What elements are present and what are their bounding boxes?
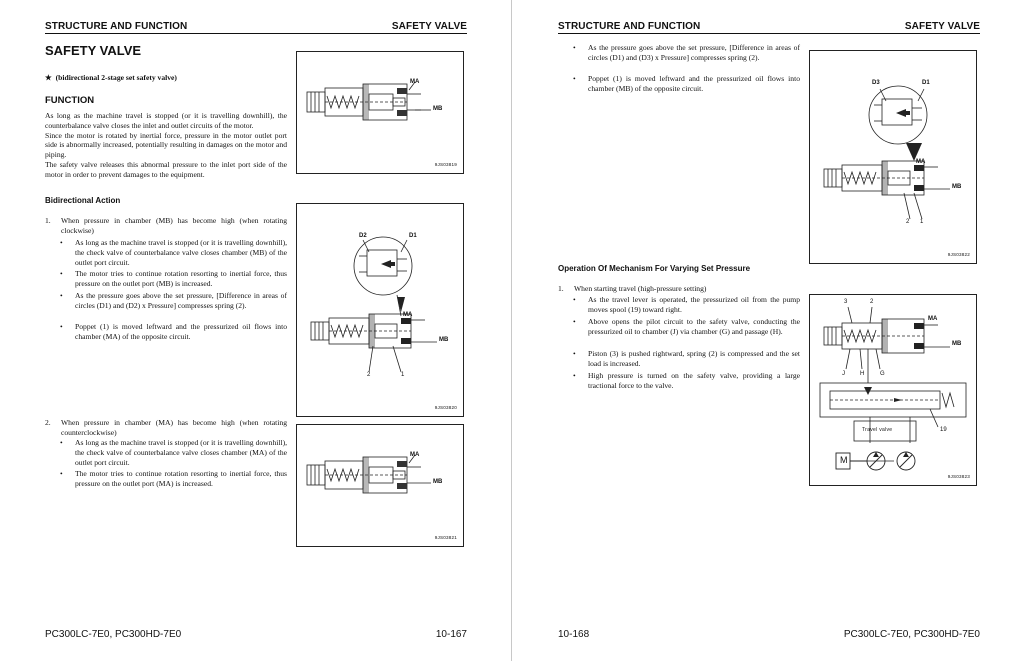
mechanism-heading: Operation Of Mechanism For Varying Set Pressure <box>558 264 751 273</box>
bullet-text: High pressure is turned on the safety valve, providing a large tractional force to the valve. <box>588 371 800 390</box>
figure-code: 9JS03823 <box>947 474 970 479</box>
bullet-text: As the pressure goes above the set pressure, [Difference in areas of circles (D1) and (D3) x Pressure] compresses spring (2). <box>588 43 800 62</box>
part-label-2: 2 <box>367 372 371 378</box>
item-number: 1. <box>558 284 564 293</box>
port-label-ma: MA <box>928 316 938 322</box>
bullet-text: Above opens the pilot circuit to the safety valve, conducting the pressurized oil to chamber (J) via chamber (G) and passage (H). <box>588 317 800 336</box>
bidirectional-heading: Bidirectional Action <box>45 196 121 205</box>
star-note: ★ (bidirectional 2-stage set safety valve) <box>45 73 177 82</box>
port-label-ma: MA <box>916 159 926 165</box>
part-label-19: 19 <box>940 427 947 433</box>
footer-page-number: 10-168 <box>558 629 590 640</box>
part-label-2: 2 <box>906 219 910 225</box>
valve-drawing <box>297 425 463 546</box>
function-line: The safety valve releases this abnormal pressure to the inlet port side of the motor in order to prevent damages to the equipment. <box>45 159 287 179</box>
figure-bidirectional-ma <box>296 424 464 547</box>
footer-page-number: 10-167 <box>435 629 467 640</box>
part-label-2: 2 <box>870 299 874 305</box>
part-label-3: 3 <box>844 299 848 305</box>
header-topic: SAFETY VALVE <box>391 21 467 32</box>
label-d2: D2 <box>359 233 367 239</box>
left-page: STRUCTURE AND FUNCTION SAFETY VALVE SAFETY VALVE ★ (bidirectional 2-stage set safety valve) FUNCTION As long as the machine travel is stopped (or it is travelling downhill), the counterbalance valve closes the inlet and outlet circuits of the motor. Since the motor is rotated by inertial force, pressure in the motor outlet port side is abnormally increased, potentially resulting in damages on the motor and piping. The safety valve releases this abnormal pressure to the inlet port side of the motor in order to prevent damages to the equipment. Bidirectional Action 1. When pressure in chamber (MB) has become high (when rotating clockwise) • As long as the machine travel is stopped (or it is travelling downhill), the check valve of counterbalance valve closes chamber (MB) of the outlet port circuit. • The motor tries to continue rotation resorting to inertial force, thus pressure on the outlet port (MB) is increased. • As the pressure goes above the set pressure, [Difference in areas of circles (D1) and (D2) x Pressure] compresses spring (2). • Poppet (1) is moved leftward and the pressurized oil flows into chamber (MA) of the opposite circuit. 2. When pressure in chamber (MA) has become high (when rotating counterclockwise) • As long as the machine travel is stopped (or it is travelling downhill), the check valve of counterbalance valve closes chamber (MA) of the outlet port circuit. • The motor tries to continue rotation resorting to inertial force, thus pressure on the outlet port (MA) is increased. MA MB 9JS03819 D2 D1 MA MB 2 1 9JS03820 MA MB 9JS03821 PC300LC-7E0, PC300HD-7E0 10-167 <box>0 0 512 661</box>
passage-label-h: H <box>860 371 865 377</box>
bullet-text: As the pressure goes above the set pressure, [Difference in areas of circles (D1) and (D2) x Pressure] compresses spring (2). <box>75 291 287 310</box>
bullet-text: As long as the machine travel is stopped (or it is travelling downhill), the check valve of counterbalance valve closes chamber (MA) of the outlet port circuit. <box>75 438 287 467</box>
item-number: 2. <box>45 418 51 427</box>
travel-valve-label: Travel valve <box>862 427 893 433</box>
star-note-text: (bidirectional 2-stage set safety valve) <box>55 73 177 82</box>
port-label-mb: MB <box>433 479 443 485</box>
figure-bidirectional-ma-detail <box>809 50 977 264</box>
function-paragraph <box>45 111 287 180</box>
bullet-text: Poppet (1) is moved leftward and the pressurized oil flows into chamber (MA) of the opposite circuit. <box>75 322 287 341</box>
figure-safety-valve <box>296 51 464 174</box>
chamber-label-j: J <box>842 371 845 377</box>
port-label-mb: MB <box>439 337 449 343</box>
part-label-1: 1 <box>401 372 405 378</box>
footer-model: PC300LC-7E0, PC300HD-7E0 <box>843 629 980 640</box>
port-label-ma: MA <box>403 312 413 318</box>
chamber-label-g: G <box>880 371 885 377</box>
label-d1: D1 <box>922 80 930 86</box>
bullet-text: Poppet (1) is moved leftward and the pressurized oil flows into chamber (MB) of the opposite circuit. <box>588 74 800 93</box>
port-label-mb: MB <box>952 184 962 190</box>
item-text: When starting travel (high-pressure setting) <box>574 284 707 293</box>
function-line: Since the motor is rotated by inertial force, pressure in the motor outlet port side is abnormally increased, potentially resulting in damages on the motor and piping. <box>45 130 287 160</box>
part-label-1: 1 <box>920 219 924 225</box>
bullet-text: The motor tries to continue rotation resorting to inertial force, thus pressure on the outlet port (MA) is increased. <box>75 469 287 488</box>
header-rule <box>45 33 467 34</box>
valve-drawing <box>297 52 463 173</box>
valve-detail-drawing <box>297 204 463 416</box>
header-topic: SAFETY VALVE <box>904 21 980 32</box>
bullet-text: As long as the machine travel is stopped (or it is travelling downhill), the check valve of counterbalance valve closes chamber (MB) of the outlet port circuit. <box>75 238 287 267</box>
figure-code: 9JS03820 <box>434 405 457 410</box>
valve-detail-drawing <box>810 51 976 263</box>
item-text: When pressure in chamber (MA) has become high (when rotating counterclockwise) <box>61 418 287 437</box>
figure-varying-set-pressure <box>809 294 977 486</box>
figure-bidirectional-mb <box>296 203 464 417</box>
footer-model: PC300LC-7E0, PC300HD-7E0 <box>45 629 182 640</box>
bullet-text: Piston (3) is pushed rightward, spring (2) is compressed and the set load is increased. <box>588 349 800 368</box>
function-heading: FUNCTION <box>45 95 95 106</box>
item-text: When pressure in chamber (MB) has become high (when rotating clockwise) <box>61 216 287 235</box>
figure-code: 9JS03819 <box>434 162 457 167</box>
right-page: STRUCTURE AND FUNCTION SAFETY VALVE • As the pressure goes above the set pressure, [Difference in areas of circles (D1) and (D3) x Pressure] compresses spring (2). • Poppet (1) is moved leftward and the pressurized oil flows into chamber (MB) of the opposite circuit. Operation Of Mechanism For Varying Set Pressure 1. When starting travel (high-pressure setting) • As the travel lever is operated, the pressurized oil from the pump moves spool (19) toward right. • Above opens the pilot circuit to the safety valve, conducting the pressurized oil to chamber (J) via chamber (G) and passage (H). • Piston (3) is pushed rightward, spring (2) is compressed and the set load is increased. • High pressure is turned on the safety valve, providing a large tractional force to the valve. D3 D1 MA MB 2 1 9JS03822 M Travel valve 3 2 MA MB J H G 19 9JS03823 10-168 PC300LC-7E0, PC300HD-7E0 <box>512 0 1024 661</box>
port-label-mb: MB <box>433 106 443 112</box>
function-line: As long as the machine travel is stopped (or it is travelling downhill), the counterbalance valve closes the inlet and outlet circuits of the motor. <box>45 111 287 130</box>
header-section-title: STRUCTURE AND FUNCTION <box>558 21 701 32</box>
hydraulic-circuit-drawing <box>810 295 976 485</box>
motor-symbol-label: M <box>840 455 848 465</box>
port-label-ma: MA <box>410 79 420 85</box>
header-rule <box>558 33 980 34</box>
page-title: SAFETY VALVE <box>45 43 142 58</box>
bullet-text: The motor tries to continue rotation resorting to inertial force, thus pressure on the outlet port (MB) is increased. <box>75 269 287 288</box>
figure-code: 9JS03822 <box>947 252 970 257</box>
header-section-title: STRUCTURE AND FUNCTION <box>45 21 188 32</box>
label-d1: D1 <box>409 233 417 239</box>
label-d3: D3 <box>872 80 880 86</box>
port-label-ma: MA <box>410 452 420 458</box>
item-number: 1. <box>45 216 51 225</box>
port-label-mb: MB <box>952 341 962 347</box>
bullet-text: As the travel lever is operated, the pressurized oil from the pump moves spool (19) toward right. <box>588 295 800 314</box>
figure-code: 9JS03821 <box>434 535 457 540</box>
